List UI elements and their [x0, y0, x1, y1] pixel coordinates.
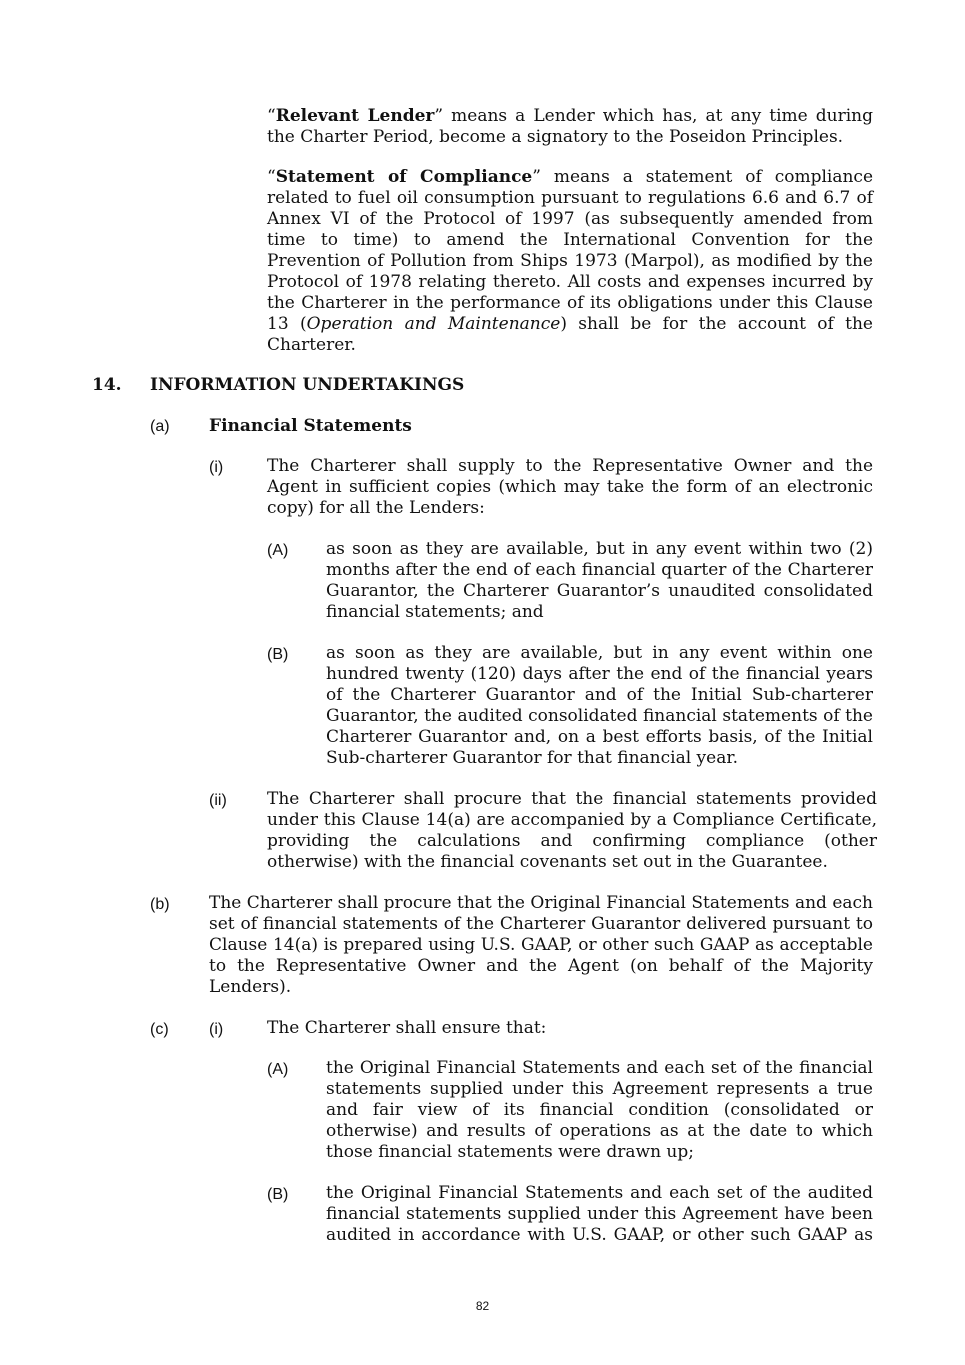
- section-title: INFORMATION UNDERTAKINGS: [150, 375, 465, 395]
- section-number: 14.: [92, 375, 122, 395]
- clause-a-i-text: The Charterer shall supply to the Representative Owner and the Agent in sufficient copies (which may take the form of an electronic copy) for all the Lenders:: [267, 456, 873, 518]
- clause-b-text: The Charterer shall procure that the Original Financial Statements and each set of financial statements of the Charterer Guarantor delivered pursuant to Clause 14(a) is prepared using U.S. GAAP, or other such GAAP as acceptable to the Representative Owner and the Agent (on behalf of the Majority Lenders).: [209, 893, 873, 997]
- clause-label-b: (b): [150, 896, 170, 913]
- clause-label-a: (a): [150, 418, 170, 435]
- clause-a-i-A-text: as soon as they are available, but in any event within two (2) months after the end of each financial quarter of the Charterer Guarantor, the Charterer Guarantor’s unaudited consolidated financial statements; and: [326, 539, 873, 622]
- defined-term: Relevant Lender: [275, 106, 435, 126]
- clause-label-a-i-B: (B): [267, 646, 289, 663]
- clause-c-i-text: The Charterer shall ensure that:: [267, 1018, 547, 1038]
- definition-statement-of-compliance: “Statement of Compliance” means a statement of compliance related to fuel oil consumption pursuant to regulations 6.6 and 6.7 of Annex VI of the Protocol of 1997 (as subsequently amended from time to time) to amend the International Convention for the Prevention of Pollution from Ships 1973 (Marpol), as modified by the Protocol of 1978 relating thereto. All costs and expenses incurred by the Charterer in the performance of its obligations under this Clause 13 (Operation and Maintenance) shall be for the account of the Charterer.: [267, 167, 873, 355]
- clause-label-a-ii: (ii): [209, 792, 227, 809]
- clause-c-i-B-text: the Original Financial Statements and each set of the audited financial statements supplied under this Agreement have been audited in accordance with U.S. GAAP, or other such GAAP as: [326, 1183, 873, 1245]
- clause-label-a-i: (i): [209, 459, 224, 476]
- clause-label-c-i-A: (A): [267, 1061, 289, 1078]
- clause-label-c: (c): [150, 1021, 169, 1038]
- clause-label-c-i: (i): [209, 1021, 224, 1038]
- clause-label-c-i-B: (B): [267, 1186, 289, 1203]
- clause-reference-italic: Operation and Maintenance: [306, 314, 561, 334]
- clause-label-a-i-A: (A): [267, 542, 289, 559]
- clause-c-i-A-text: the Original Financial Statements and each set of the financial statements supplied under this Agreement represents a true and fair view of its financial condition (consolidated or otherwise) and results of operations as at the date to which those financial statements were drawn up;: [326, 1058, 873, 1162]
- clause-a-i-B-text: as soon as they are available, but in any event within one hundred twenty (120) days after the end of the financial years of the Charterer Guarantor and of the Initial Sub-charterer Guarantor, the audited consolidated financial statements of the Charterer Guarantor and, on a best efforts basis, of the Initial Sub-charterer Guarantor for that financial year.: [326, 643, 873, 768]
- clause-a-title: Financial Statements: [209, 416, 412, 436]
- page-number: 82: [475, 1299, 490, 1313]
- definition-relevant-lender: “Relevant Lender” means a Lender which has, at any time during the Charter Period, become a signatory to the Poseidon Principles.: [267, 106, 874, 147]
- defined-term: Statement of Compliance: [275, 167, 533, 187]
- clause-a-ii-text: The Charterer shall procure that the financial statements provided under this Clause 14(a) are accompanied by a Compliance Certificate, providing the calculations and confirming compliance (other otherwise) with the financial covenants set out in the Guarantee.: [267, 789, 877, 872]
